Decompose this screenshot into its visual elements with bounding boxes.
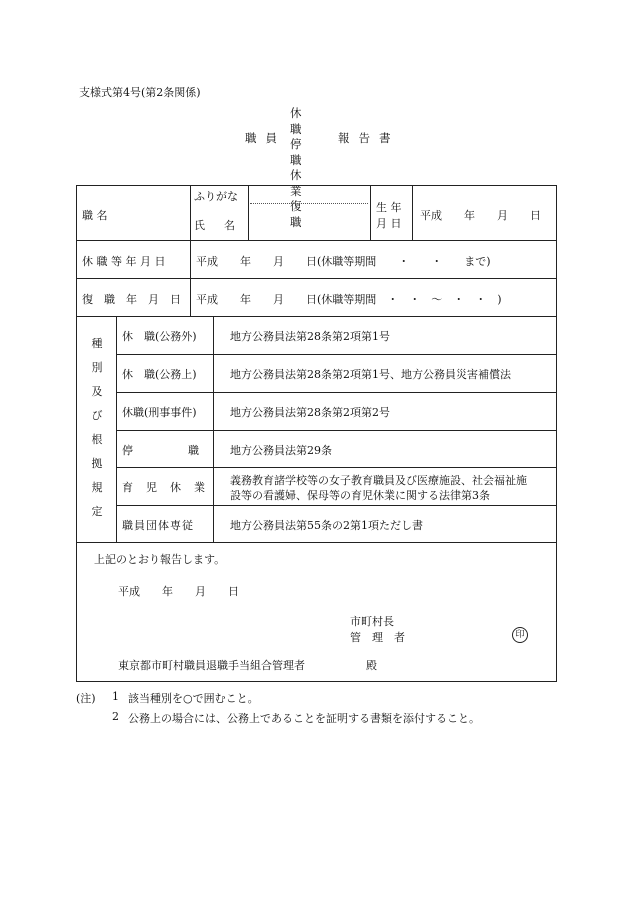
title-prefix: 職員 bbox=[245, 131, 286, 145]
category-basis: 設等の看護婦、保母等の育児休業に関する法律第3条 bbox=[230, 489, 490, 502]
row-divider bbox=[76, 316, 557, 317]
category-label-char: び bbox=[91, 409, 103, 422]
birth-label-2: 月 日 bbox=[376, 217, 402, 230]
category-type[interactable]: 育 児 休 業 bbox=[122, 481, 206, 494]
note-text: 該当種別を○で囲むこと。 bbox=[128, 692, 259, 705]
fukushoku-date-field[interactable]: 平成 年 月 日(休職等期間 ・ ・ 〜 ・ ・ ) bbox=[196, 293, 502, 306]
note-number: 2 bbox=[112, 710, 119, 723]
notes-prefix: (注) bbox=[76, 692, 96, 705]
category-label-char: 種 bbox=[91, 337, 103, 350]
title-suffix: 報告書 bbox=[338, 131, 400, 145]
furigana-label: ふりがな bbox=[194, 190, 238, 203]
category-type[interactable]: 停 職 bbox=[122, 444, 199, 457]
title-status-kyushoku: 休 職 bbox=[290, 106, 327, 136]
category-basis: 地方公務員法第28条第2項第2号 bbox=[230, 406, 390, 419]
col-divider bbox=[412, 185, 413, 240]
report-statement: 上記のとおり報告します。 bbox=[94, 553, 226, 566]
form-identifier: 支様式第4号(第2条関係) bbox=[79, 86, 201, 99]
addressee: 東京都市町村職員退職手当組合管理者 bbox=[118, 659, 305, 672]
col-divider bbox=[190, 185, 191, 240]
category-label-char: 及 bbox=[91, 385, 103, 398]
kyushoku-date-field[interactable]: 平成 年 月 日(休職等期間 ・ ・ まで) bbox=[196, 255, 491, 268]
category-basis: 義務教育諸学校等の女子教育職員及び医療施設、社会福祉施 bbox=[230, 474, 527, 487]
category-label-char: 定 bbox=[91, 505, 103, 518]
category-type[interactable]: 休 職(公務上) bbox=[122, 368, 197, 381]
note-text: 公務上の場合には、公務上であることを証明する書類を添付すること。 bbox=[128, 712, 480, 725]
name-field[interactable] bbox=[252, 208, 366, 236]
col-divider bbox=[213, 316, 214, 542]
title-status-teishoku: 停 職 bbox=[290, 137, 327, 167]
birth-label-1: 生 年 bbox=[376, 201, 402, 214]
honorific: 殿 bbox=[366, 659, 377, 672]
seal-icon: 印 bbox=[512, 627, 528, 643]
category-label-char: 別 bbox=[91, 361, 103, 374]
title-status-fukushoku: 復 職 bbox=[290, 199, 327, 229]
row-divider bbox=[76, 278, 557, 279]
kyushoku-date-label: 休 職 等 年 月 日 bbox=[82, 255, 166, 268]
category-type[interactable]: 休職(刑事事件) bbox=[122, 406, 197, 419]
col-divider bbox=[248, 185, 249, 240]
category-label-char: 根 bbox=[91, 433, 103, 446]
category-label bbox=[90, 332, 104, 524]
fukushoku-date-label: 復 職 年 月 日 bbox=[82, 293, 181, 306]
manager-label: 管 理 者 bbox=[350, 631, 405, 644]
category-basis: 地方公務員法第28条第2項第1号、地方公務員災害補償法 bbox=[230, 368, 511, 381]
category-basis: 地方公務員法第29条 bbox=[230, 444, 332, 457]
row-divider bbox=[116, 505, 557, 506]
category-type[interactable]: 休 職(公務外) bbox=[122, 330, 197, 343]
shimei-label: 氏 名 bbox=[194, 219, 239, 232]
row-divider bbox=[116, 392, 557, 393]
col-divider bbox=[370, 185, 371, 240]
furigana-dotted-line bbox=[250, 203, 368, 204]
birth-date-field[interactable]: 平成 年 月 日 bbox=[420, 209, 541, 222]
col-divider bbox=[116, 316, 117, 542]
title-status-kyugyo: 休 業 bbox=[290, 168, 327, 198]
row-divider bbox=[116, 467, 557, 468]
note-number: 1 bbox=[112, 690, 119, 703]
shokumei-label: 職 名 bbox=[82, 209, 108, 222]
category-label-char: 規 bbox=[91, 481, 103, 494]
col-divider bbox=[190, 240, 191, 316]
category-type[interactable]: 職員団体専従 bbox=[122, 519, 194, 532]
category-label-char: 拠 bbox=[91, 457, 103, 470]
report-date-field[interactable]: 平成 年 月 日 bbox=[118, 585, 239, 598]
row-divider bbox=[76, 542, 557, 543]
row-divider bbox=[116, 354, 557, 355]
category-basis: 地方公務員法第28条第2項第1号 bbox=[230, 330, 390, 343]
furigana-field[interactable] bbox=[252, 190, 366, 200]
mayor-label: 市町村長 bbox=[350, 615, 394, 628]
row-divider bbox=[76, 240, 557, 241]
category-basis: 地方公務員法第55条の2第1項ただし書 bbox=[230, 519, 423, 532]
row-divider bbox=[116, 430, 557, 431]
